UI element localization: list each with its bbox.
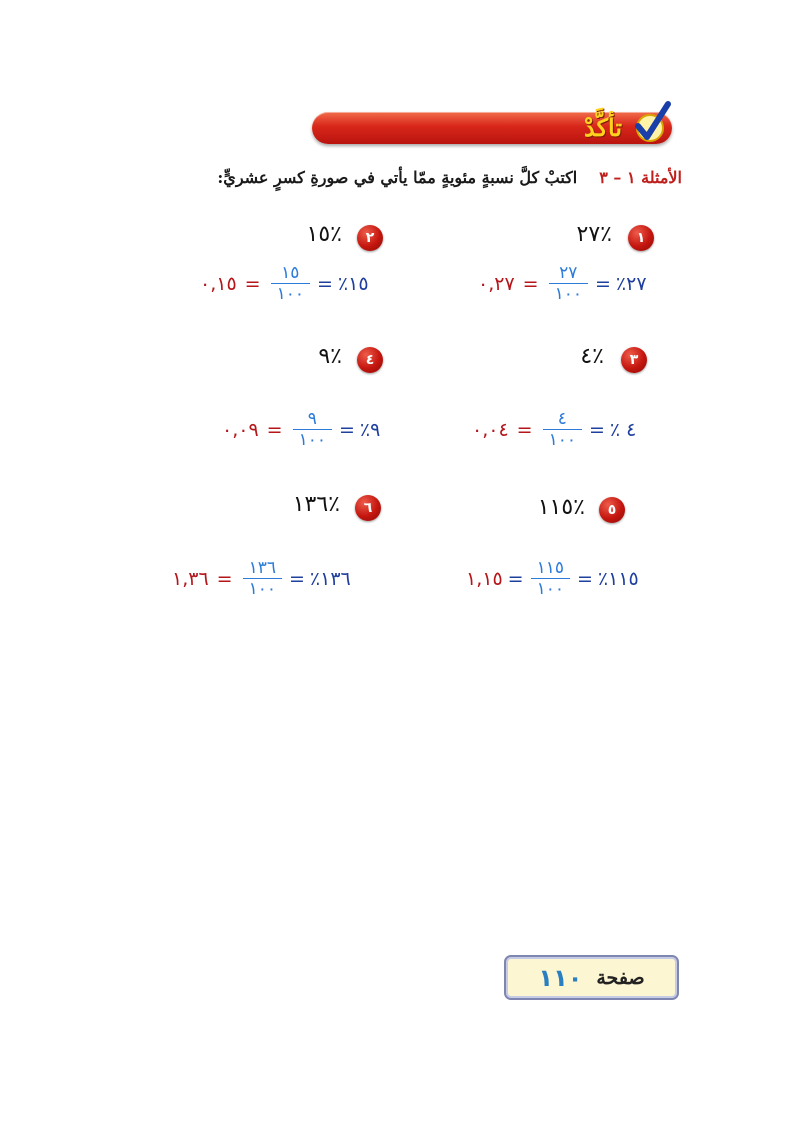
answer-percent: ٪٩: [359, 418, 381, 441]
equals-sign: =: [338, 418, 355, 441]
equals-sign: =: [522, 272, 539, 295]
exercise-number-badge: ٤: [357, 347, 383, 373]
fraction-numerator: ٩: [307, 409, 317, 429]
answer-percent: ٪١٥: [337, 272, 369, 295]
answer-decimal: ٠,١٥: [200, 272, 237, 295]
fraction-numerator: ١١٥: [536, 558, 564, 578]
equals-sign: =: [576, 567, 593, 590]
instruction: [217, 168, 682, 187]
section-title: تأكَّدْ: [583, 113, 622, 142]
answer-percent: ٪ ٤: [609, 418, 637, 441]
fraction-numerator: ٤: [557, 409, 567, 429]
exercise-percent: ٪١١٥: [537, 495, 585, 520]
answer-percent: ٪١٣٦: [309, 567, 351, 590]
exercise-percent: ٪٢٧: [576, 222, 612, 247]
fraction-denominator: ١٠٠: [298, 430, 326, 450]
exercise-percent: ٪٩: [318, 344, 342, 369]
answer-decimal: ٠,٢٧: [478, 272, 515, 295]
equals-sign: =: [288, 567, 305, 590]
equals-sign: =: [594, 272, 611, 295]
answer-percent: ٪١١٥: [597, 567, 639, 590]
instruction-text: اكتبْ كلَّ نسبةٍ مئويةٍ ممّا يأتي في صورةِ كسرٍ عشريٍّ:: [217, 168, 578, 187]
answer-decimal: ١,٣٦: [172, 567, 209, 590]
exercise-number-badge: ٦: [355, 495, 381, 521]
exercise-answer: [172, 558, 351, 599]
check-icon: [632, 100, 672, 144]
answer-decimal: ١,١٥: [466, 567, 503, 590]
equals-sign: =: [516, 418, 533, 441]
examples-reference: الأمثلة ١ – ٣: [599, 168, 682, 187]
page-label: صفحة: [596, 966, 645, 989]
page-number: ١١٠: [538, 963, 583, 992]
exercise-percent: ٪٤: [580, 344, 604, 369]
answer-fraction: [293, 409, 332, 450]
answer-decimal: ٠,٠٤: [472, 418, 509, 441]
exercise-number-badge: ٣: [621, 347, 647, 373]
fraction-denominator: ١٠٠: [554, 284, 582, 304]
answer-fraction: [543, 409, 582, 450]
answer-decimal: ٠,٠٩: [222, 418, 259, 441]
exercise-number-badge: ١: [628, 225, 654, 251]
exercise-answer: [200, 263, 369, 304]
fraction-denominator: ١٠٠: [248, 579, 276, 599]
fraction-denominator: ١٠٠: [276, 284, 304, 304]
exercise-answer: [472, 409, 636, 450]
equals-sign: =: [244, 272, 261, 295]
fraction-numerator: ١٥: [281, 263, 300, 283]
exercise-number-badge: ٥: [599, 497, 625, 523]
equals-sign: =: [316, 272, 333, 295]
equals-sign: =: [588, 418, 605, 441]
equals-sign: =: [507, 567, 524, 590]
equals-sign: =: [266, 418, 283, 441]
answer-fraction: [271, 263, 310, 304]
exercise-answer: [478, 263, 647, 304]
equals-sign: =: [216, 567, 233, 590]
answer-fraction: [531, 558, 570, 599]
fraction-numerator: ٢٧: [559, 263, 578, 283]
exercise-answer: [466, 558, 639, 599]
exercise-answer: [222, 409, 380, 450]
exercise-number-badge: ٢: [357, 225, 383, 251]
answer-fraction: [549, 263, 588, 304]
fraction-denominator: ١٠٠: [548, 430, 576, 450]
fraction-numerator: ١٣٦: [248, 558, 276, 578]
exercise-percent: ٪١٣٦: [292, 492, 340, 517]
exercise-percent: ٪١٥: [306, 222, 342, 247]
fraction-denominator: ١٠٠: [536, 579, 564, 599]
answer-fraction: [243, 558, 282, 599]
answer-percent: ٪٢٧: [615, 272, 647, 295]
section-banner: [312, 112, 672, 144]
page-number-box: [504, 955, 679, 1000]
